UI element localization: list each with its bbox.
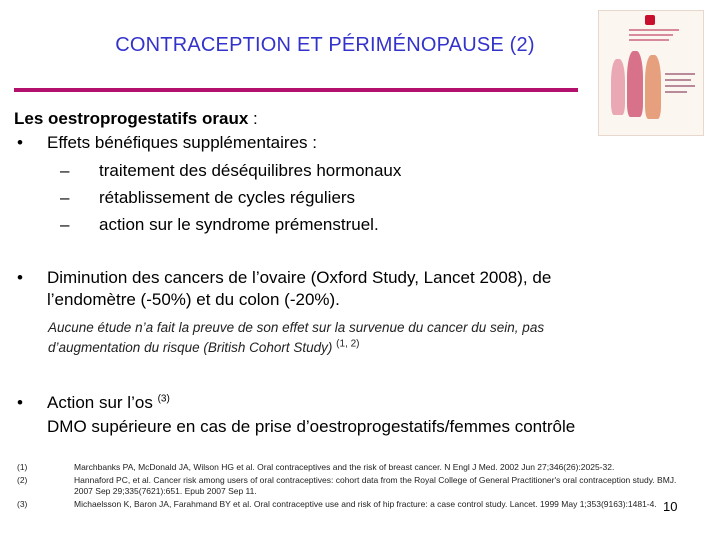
reference-3: Michaelsson K, Baron JA, Farahmand BY et al. Oral contraceptive use and risk of hip fracture: a case control study. Lancet. 1999 May 1;353(9163):1481-4. [74, 499, 657, 509]
reference-2-cont: 2007 Sep 29;335(7621):651. Epub 2007 Sep 11. [74, 486, 257, 496]
title-divider [14, 88, 578, 92]
bullet-dot-2: • [17, 268, 23, 287]
reference-1: Marchbanks PA, McDonald JA, Wilson HG et al. Oral contraceptives and the risk of breast cancer. N Engl J Med. 2002 Jun 27;346(26):2025-32. [74, 462, 615, 472]
sub-item-hormonal: traitement des déséquilibres hormonaux [99, 161, 402, 180]
ref-number-3: (3) [17, 499, 28, 509]
ref-number-2: (2) [17, 475, 28, 485]
note-line1: Aucune étude n’a fait la preuve de son effet sur la survenue du cancer du sein, pas [48, 320, 545, 335]
bullet-dot-1: • [17, 133, 23, 152]
bullet-bone-line2: DMO supérieure en cas de prise d’oestroprogestatifs/femmes contrôle [47, 417, 576, 436]
dash-3: – [60, 215, 70, 234]
slide-title: CONTRACEPTION ET PÉRIMÉNOPAUSE (2) [115, 34, 535, 56]
dash-1: – [60, 161, 70, 180]
reference-2: Hannaford PC, et al. Cancer risk among users of oral contraceptives: cohort data from the Royal College of General Practitioner's oral contraception study. BMJ. [74, 475, 677, 485]
bullet-dot-3: • [17, 393, 23, 412]
sub-item-premenstrual: action sur le syndrome prémenstruel. [99, 215, 379, 234]
cover-logo [645, 15, 655, 25]
bullet-cancer-line1: Diminution des cancers de l’ovaire (Oxford Study, Lancet 2008), de [47, 268, 552, 287]
sub-item-cycles: rétablissement de cycles réguliers [99, 188, 356, 207]
bullet-bone-line1: Action sur l’os $^{(3)}$ [47, 393, 170, 412]
dash-2: – [60, 188, 70, 207]
note-line2: d’augmentation du risque (British Cohort Study) $^{(1, 2)}$ [48, 338, 360, 355]
bone-citation: (3) [157, 393, 170, 405]
note-citation: (1, 2) [336, 338, 360, 350]
book-cover-image [598, 10, 704, 136]
ref-number-1: (1) [17, 462, 28, 472]
section-heading [14, 108, 258, 130]
heading-colon: : [248, 109, 258, 128]
page-number: 10 [663, 499, 678, 514]
bullet-cancer-line2: l’endomètre (-50%) et du colon (-20%). [47, 290, 340, 309]
heading-bold: Les oestroprogestatifs oraux [14, 109, 249, 128]
bullet-benefits: Effets bénéfiques supplémentaires : [47, 133, 317, 152]
